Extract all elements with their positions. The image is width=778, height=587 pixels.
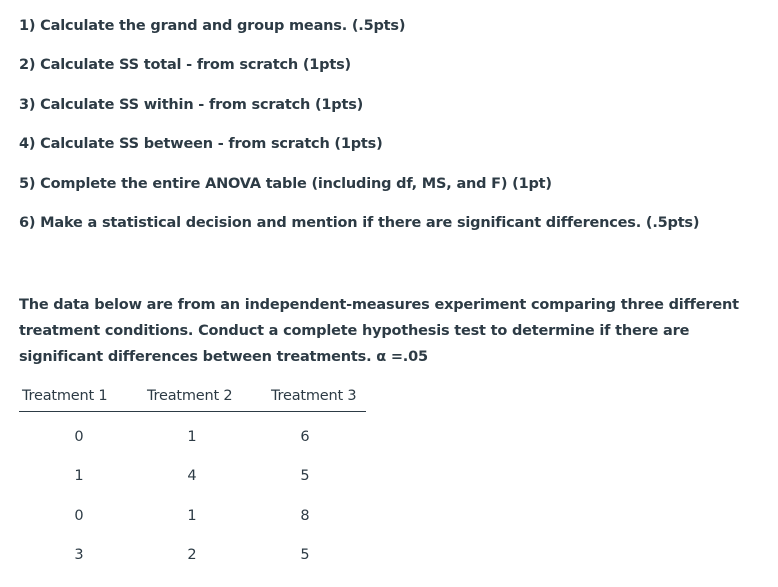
table-header-row (19, 385, 366, 412)
table-cell: 5 (300, 547, 310, 563)
table-cell: 0 (74, 429, 84, 445)
table-cell: 1 (187, 429, 197, 445)
table-cell: 8 (300, 508, 310, 524)
table-cell: 6 (300, 429, 310, 445)
question-1: 1) Calculate the grand and group means. (.5pts) (19, 18, 406, 34)
question-5: 5) Complete the entire ANOVA table (including df, MS, and F) (1pt) (19, 176, 552, 192)
header-treatment-3: Treatment 3 (271, 388, 357, 404)
question-6: 6) Make a statistical decision and mention if there are significant differences. (.5pts) (19, 215, 700, 231)
question-2: 2) Calculate SS total - from scratch (1pts) (19, 57, 351, 73)
question-3: 3) Calculate SS within - from scratch (1pts) (19, 97, 364, 113)
table-cell: 1 (187, 508, 197, 524)
header-treatment-1: Treatment 1 (22, 388, 108, 404)
table-cell: 1 (74, 468, 84, 484)
header-treatment-2: Treatment 2 (147, 388, 233, 404)
table-cell: 0 (74, 508, 84, 524)
data-table (19, 385, 366, 563)
problem-statement: The data below are from an independent-measures experiment comparing three different treatment conditions. Conduct a complete hypothesis test to determine if there are significant differences between treatments. α =.05 (19, 297, 739, 365)
table-cell: 5 (300, 468, 310, 484)
table-cell: 2 (187, 547, 197, 563)
table-cell: 4 (187, 468, 197, 484)
question-4: 4) Calculate SS between - from scratch (1pts) (19, 136, 383, 152)
table-cell: 3 (74, 547, 84, 563)
